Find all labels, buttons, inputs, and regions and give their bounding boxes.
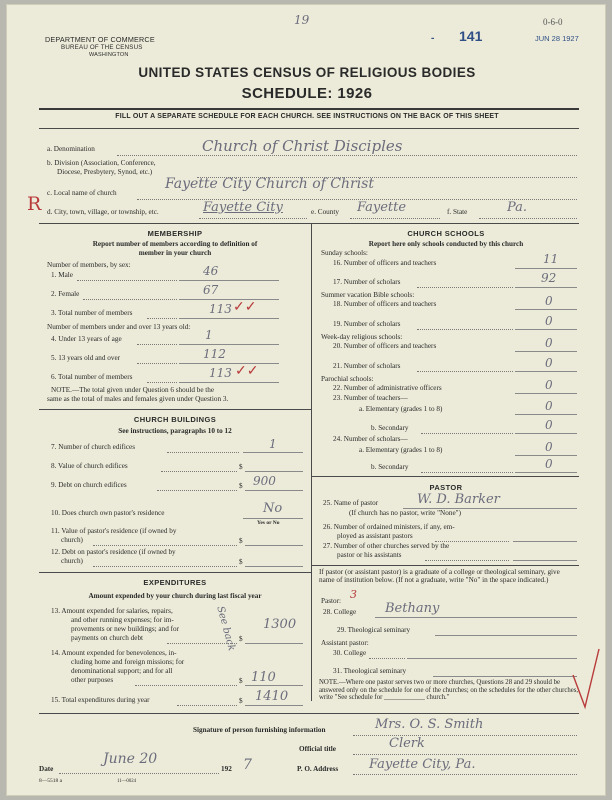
q2-label: 2. Female (51, 290, 80, 298)
division-label: b. Division (Association, Conference, (47, 159, 156, 167)
members-by-sex-label: Number of members, by sex: (47, 261, 131, 269)
red-margin-checkmark (567, 645, 603, 715)
q15-dollar: $ (239, 697, 243, 705)
q4-value: 1 (205, 328, 213, 342)
q24a-value: 0 (545, 440, 553, 454)
schools-intro: Report here only schools conducted by this church (368, 240, 524, 248)
q7-value: 1 (269, 437, 277, 451)
q3-check-marks: ✓✓ (233, 299, 257, 315)
form-instruction: FILL OUT A SEPARATE SCHEDULE FOR EACH CHURCH. SEE INSTRUCTIONS ON THE BACK OF THIS SHEET (115, 113, 499, 120)
received-date-stamp: JUN 28 1927 (535, 34, 579, 43)
q20-label: 20. Number of officers and teachers (333, 342, 437, 350)
buildings-heading: CHURCH BUILDINGS (133, 415, 217, 424)
q19-label: 19. Number of scholars (333, 320, 401, 328)
weekday-schools-label: Week-day religious schools: (321, 333, 403, 341)
q27-line-1: 27. Number of other churches served by the (323, 542, 450, 550)
stamp-dash: - (431, 33, 435, 44)
q25-label: 25. Name of pastor (323, 499, 379, 507)
q21-label: 21. Number of scholars (333, 362, 401, 370)
page-number: 19 (294, 13, 310, 27)
pastor-red-mark: 3 (350, 588, 357, 601)
q2-value: 67 (203, 283, 219, 297)
q14-line-4: other purposes (71, 676, 114, 684)
schedule-title: SCHEDULE: 1926 (241, 85, 373, 102)
parochial-schools-label: Parochial schools: (321, 375, 374, 383)
q15-value: 1410 (255, 689, 289, 704)
q26-line-1: 26. Number of ordained ministers, if any, em- (323, 523, 455, 531)
date-value: June 20 (103, 751, 158, 767)
q9-dollar: $ (239, 482, 243, 490)
q23a-value: 0 (545, 399, 553, 413)
membership-intro-2: member in your church (138, 249, 212, 257)
q13-line-4: payments on church debt (71, 634, 144, 642)
q5-value: 112 (203, 347, 226, 361)
q11-dollar: $ (239, 537, 243, 545)
q10-label: 10. Does church own pastor's residence (51, 509, 165, 517)
date-label: Date (39, 765, 54, 773)
membership-heading: MEMBERSHIP (147, 229, 203, 238)
official-title-label: Official title (299, 745, 336, 753)
q21-value: 0 (545, 356, 553, 370)
q7-label: 7. Number of church edifices (51, 443, 136, 451)
q23b-value: 0 (545, 418, 553, 432)
q9-label: 9. Debt on church edifices (51, 481, 127, 489)
q14-line-1: 14. Amount expended for benevolences, in- (51, 649, 177, 657)
stamp-number: 141 (459, 28, 483, 44)
membership-note-1: NOTE.—The total given under Question 6 should be the (51, 386, 215, 394)
q9-value: 900 (253, 474, 276, 488)
census-schedule-page (6, 4, 606, 796)
q26-line-2: ployed as assistant pastors (337, 532, 413, 540)
q8-dollar: $ (239, 463, 243, 471)
q18-label: 18. Number of officers and teachers (333, 300, 437, 308)
age-intro-label: Number of members under and over 13 years old: (47, 323, 191, 331)
bureau-name: BUREAU OF THE CENSUS (61, 44, 143, 51)
q22-value: 0 (545, 378, 553, 392)
margin-r-mark: R (27, 193, 42, 215)
state-value: Pa. (507, 200, 528, 215)
q17-label: 17. Number of scholars (333, 278, 401, 286)
q3-value: 113 (209, 302, 232, 316)
q8-label: 8. Value of church edifices (51, 462, 128, 470)
q17-value: 92 (541, 271, 557, 285)
q28-value: Bethany (385, 601, 440, 616)
official-title-value: Clerk (389, 736, 425, 751)
q31-label: 31. Theological seminary (333, 667, 407, 675)
po-address-value: Fayette City, Pa. (369, 757, 476, 772)
schools-heading: CHURCH SCHOOLS (407, 229, 485, 238)
q3-label: 3. Total number of members (51, 309, 133, 317)
q12-label-2: church) (61, 557, 83, 565)
local-name-label: c. Local name of church (47, 189, 117, 197)
q13-value: 1300 (263, 617, 297, 632)
q29-label: 29. Theological seminary (337, 626, 411, 634)
q14-line-3: denominational support; and for all (71, 667, 173, 675)
sunday-schools-label: Sunday schools: (321, 249, 368, 257)
assistant-pastor-label: Assistant pastor: (321, 639, 369, 647)
q12-label: 12. Debt on pastor's residence (if owned by (51, 548, 176, 556)
q11-label: 11. Value of pastor's residence (if owned by (51, 527, 177, 535)
city-label: d. City, town, village, or township, etc. (47, 208, 159, 216)
state-label: f. State (447, 208, 468, 216)
q20-value: 0 (545, 336, 553, 350)
pastor-note: NOTE.—Where one pastor serves two or more churches, Questions 28 and 29 should be answered only on the schedule for one of the churches; on the schedules for the other churches, write "See schedule for ____________ church." (319, 679, 579, 702)
q11-label-2: church) (61, 536, 83, 544)
year-digit: 7 (243, 757, 252, 773)
form-code-2: 11—0024 (117, 779, 137, 784)
po-address-label: P. O. Address (297, 765, 339, 773)
q19-value: 0 (545, 314, 553, 328)
q24a-label: a. Elementary (grades 1 to 8) (359, 446, 443, 454)
q13-line-3: provements or new buildings; and for (71, 625, 179, 633)
code-top-right: 0-6-0 (543, 17, 563, 27)
expenditures-heading: EXPENDITURES (143, 578, 207, 587)
q23-label: 23. Number of teachers— (333, 394, 408, 402)
form-title: UNITED STATES CENSUS OF RELIGIOUS BODIES (138, 65, 476, 80)
q25-value: W. D. Barker (417, 492, 500, 507)
graduate-instruction: If pastor (or assistant pastor) is a graduate of a college or theological seminary, give name of institution below. (If not a graduate, write "No" in the space indicated.) (319, 568, 560, 585)
city-value: Fayette City (203, 200, 283, 215)
buildings-sub: See instructions, paragraphs 10 to 12 (118, 427, 232, 435)
year-prefix: 192 (221, 765, 232, 773)
q10-hint: Yes or No (257, 520, 280, 526)
q4-label: 4. Under 13 years of age (51, 335, 122, 343)
q18-value: 0 (545, 294, 553, 308)
q24b-value: 0 (545, 457, 553, 471)
q24-label: 24. Number of scholars— (333, 435, 408, 443)
county-value: Fayette (357, 200, 407, 215)
county-label: e. County (311, 208, 339, 216)
q14-line-2: cluding home and foreign missions; for (71, 658, 185, 666)
q13-dollar: $ (239, 635, 243, 643)
q10-value: No (263, 501, 283, 516)
q14-value: 110 (251, 670, 276, 685)
expenditures-intro: Amount expended by your church during last fiscal year (88, 592, 262, 600)
bureau-city: WASHINGTON (89, 52, 129, 58)
q15-label: 15. Total expenditures during year (51, 696, 150, 704)
signature-value: Mrs. O. S. Smith (375, 717, 484, 732)
q23a-label: a. Elementary (grades 1 to 8) (359, 405, 443, 413)
summer-schools-label: Summer vacation Bible schools: (321, 291, 415, 299)
q16-label: 16. Number of officers and teachers (333, 259, 437, 267)
q28-label: 28. College (323, 608, 357, 616)
pastor-sub-label: Pastor: (321, 597, 341, 605)
q5-label: 5. 13 years old and over (51, 354, 121, 362)
q13-line-1: 13. Amount expended for salaries, repairs, (51, 607, 173, 615)
signature-label: Signature of person furnishing information (193, 726, 326, 734)
q27-line-2: pastor or his assistants (337, 551, 402, 559)
q1-value: 46 (203, 264, 219, 278)
q12-dollar: $ (239, 558, 243, 566)
q25-hint: (If church has no pastor, write "None") (349, 509, 461, 517)
q6-check-marks: ✓✓ (235, 363, 259, 379)
q13-line-2: and other running expenses; for im- (71, 616, 174, 624)
q1-label: 1. Male (51, 271, 73, 279)
department-name: DEPARTMENT OF COMMERCE (45, 35, 155, 44)
denomination-label: a. Denomination (47, 145, 95, 153)
q6-label: 6. Total number of members (51, 373, 133, 381)
see-back-margin-note: See back (214, 605, 237, 653)
q30-label: 30. College (333, 649, 367, 657)
denomination-value: Church of Christ Disciples (202, 137, 403, 155)
q24b-label: b. Secondary (371, 463, 409, 471)
q22-label: 22. Number of administrative officers (333, 384, 442, 392)
q16-value: 11 (543, 252, 559, 266)
q23b-label: b. Secondary (371, 424, 409, 432)
q6-value: 113 (209, 366, 232, 380)
local-name-value: Fayette City Church of Christ (165, 176, 374, 192)
membership-note-2: same as the total of males and females given under Question 3. (47, 395, 229, 403)
form-code: 8—5518 a (39, 778, 63, 784)
division-label-2: Diocese, Presbytery, Synod, etc.) (57, 168, 153, 176)
pastor-heading: PASTOR (429, 483, 463, 492)
membership-intro-1: Report number of members according to definition of (92, 240, 258, 248)
q14-dollar: $ (239, 677, 243, 685)
